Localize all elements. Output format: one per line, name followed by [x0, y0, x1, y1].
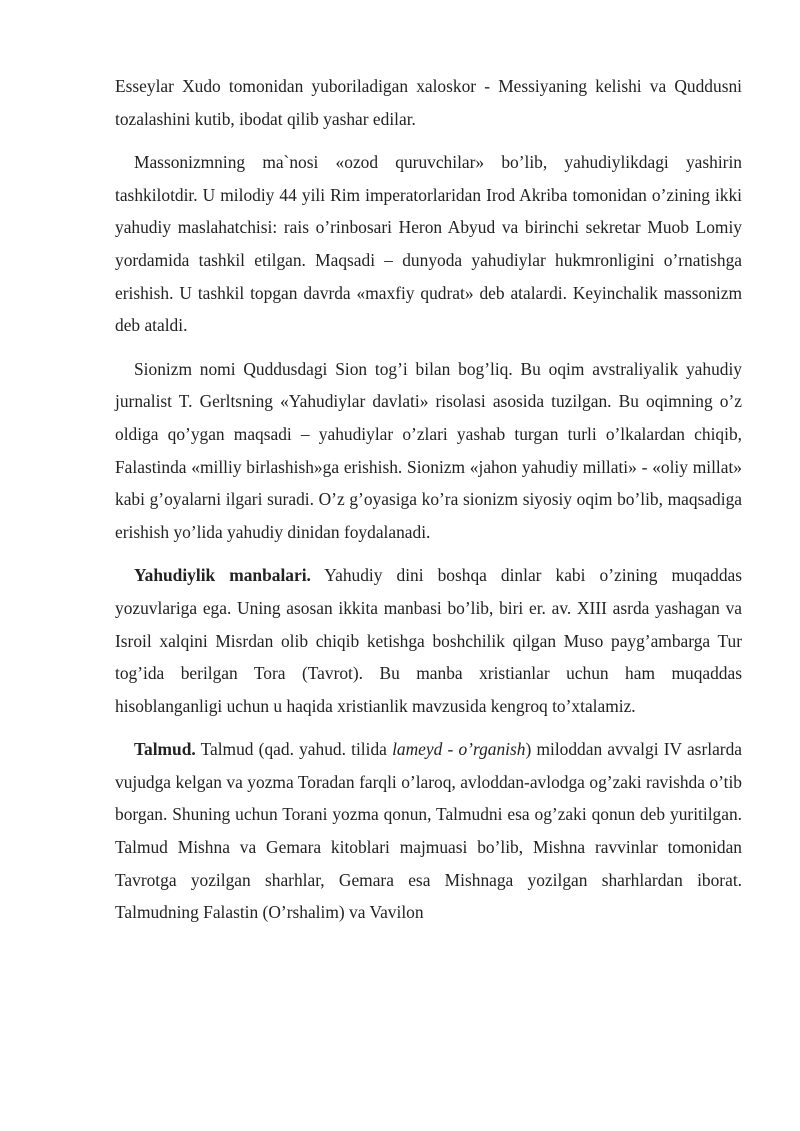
document-page	[115, 70, 742, 940]
section-heading-talmud: Talmud.	[134, 739, 196, 760]
italic-term: lameyd - o’rganish	[392, 739, 526, 760]
section-heading-manbalari: Yahudiylik manbalari.	[134, 565, 311, 586]
paragraph-manbalari	[115, 559, 742, 722]
paragraph-text: Yahudiy dini boshqa dinlar kabi o’zining muqaddas yozuvlariga ega. Uning asosan ikkita manbasi bo’lib, biri er. av. XIII asrda yashagan va Isroil xalqini Misrdan olib chiqib ketishga boshchilik qilgan Muso payg’ambarga Tur tog’ida berilgan Tora (Tavrot). Bu manba xristianlar uchun ham muqaddas hisoblanganligi uchun u haqida xristianlik mavzusida kengroq to’xtalamiz.	[115, 565, 743, 716]
paragraph-text-after: ) miloddan avvalgi IV asrlarda vujudga kelgan va yozma Toradan farqli o’laroq, avloddan-avlodga og’zaki ravishda o’tib borgan. Shuning uchun Torani yozma qonun, Talmudni esa og’zaki qonun deb yuritilgan. Talmud Mishna va Gemara kitoblari majmuasi bo’lib, Mishna ravvinlar tomonidan Tavrotga yozilgan sharhlar, Gemara esa Mishnaga yozilgan sharhlardan iborat. Talmudning Falastin (O’rshalim) va Vavilon	[115, 739, 742, 923]
paragraph-text: Massonizmning ma`nosi «ozod quruvchilar» bo’lib, yahudiylikdagi yashirin tashkilotdir. U milodiy 44 yili Rim imperatorlaridan Irod Akriba tomonidan o’zining ikki yahudiy maslahatchisi: rais o’rinbosari Heron Abyud va birinchi sekretar Muob Lomiy yordamida tashkil etilgan. Maqsadi – dunyoda yahudiylar hukmronligini o’rnatishga erishish. U tashkil topgan davrda «maxfiy qudrat» deb atalardi. Keyinchalik massonizm deb ataldi.	[115, 152, 742, 336]
paragraph-esseylar	[115, 70, 742, 135]
paragraph-text: Sionizm nomi Quddusdagi Sion tog’i bilan bog’liq. Bu oqim avstraliyalik yahudiy jurnalist T. Gerltsning «Yahudiylar davlati» risolasi asosida tuzilgan. Bu oqimning o’z oldiga qo’ygan maqsadi – yahudiylar o’zlari yashab turgan turli o’lkalardan chiqib, Falastinda «milliy birlashish»ga erishish. Sionizm «jahon yahudiy millati» - «oliy millat» kabi g’oyalarni ilgari suradi. O’z g’oyasiga ko’ra sionizm siyosiy oqim bo’lib, maqsadiga erishish yo’lida yahudiy dinidan foydalanadi.	[115, 358, 742, 542]
paragraph-sionizm	[115, 353, 742, 549]
paragraph-talmud	[115, 733, 742, 929]
paragraph-massonizm	[115, 146, 742, 342]
paragraph-text: Esseylar Xudo tomonidan yuboriladigan xaloskor - Messiyaning kelishi va Quddusni tozalashini kutib, ibodat qilib yashar edilar.	[115, 76, 742, 129]
paragraph-text-before: Talmud (qad. yahud. tilida	[195, 739, 393, 760]
